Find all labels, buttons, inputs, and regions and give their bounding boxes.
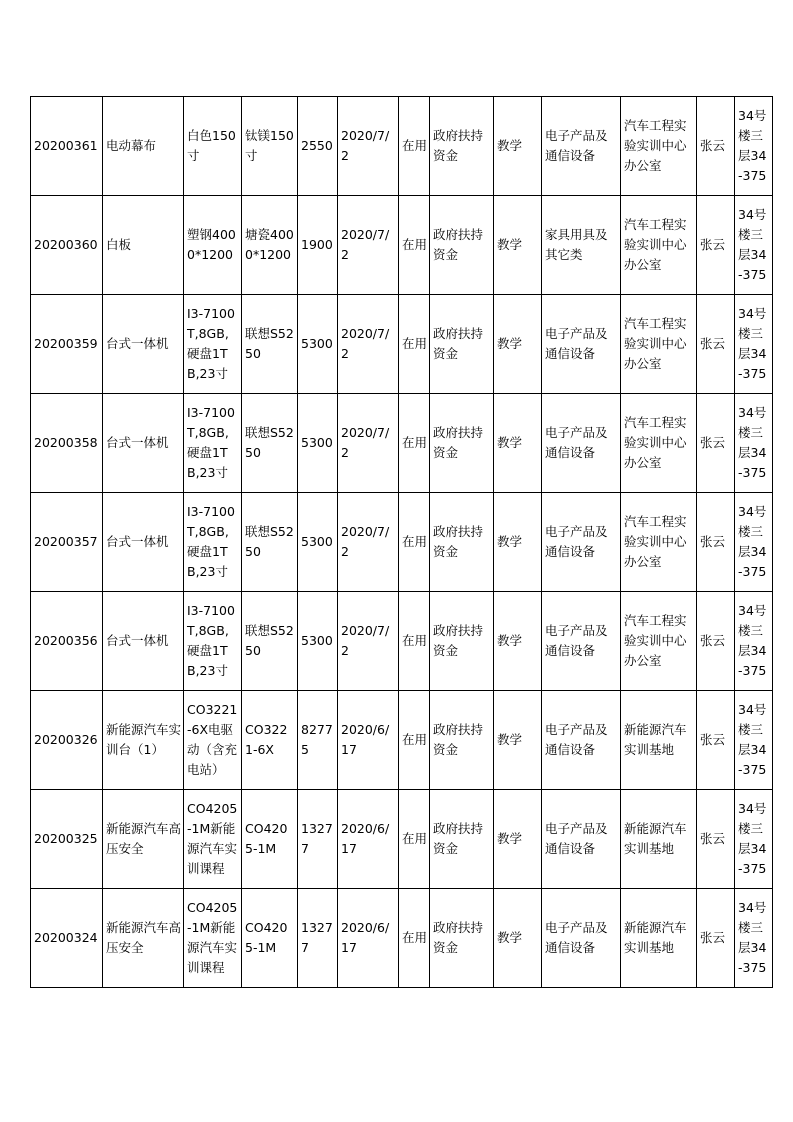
cell-dept: 新能源汽车实训基地: [621, 889, 697, 988]
cell-funding: 政府扶持资金: [430, 97, 494, 196]
cell-status: 在用: [399, 97, 430, 196]
cell-price: 5300: [298, 493, 338, 592]
cell-funding: 政府扶持资金: [430, 889, 494, 988]
cell-funding: 政府扶持资金: [430, 691, 494, 790]
cell-spec: I3-7100T,8GB,硬盘1TB,23寸: [184, 394, 242, 493]
cell-model: 塘瓷4000*1200: [242, 196, 298, 295]
cell-location: 34号楼三层34-375: [735, 790, 773, 889]
cell-keeper: 张云: [697, 790, 735, 889]
cell-date: 2020/7/2: [338, 196, 399, 295]
cell-spec: CO4205-1M新能源汽车实训课程: [184, 889, 242, 988]
cell-model: CO4205-1M: [242, 790, 298, 889]
cell-category: 电子产品及通信设备: [542, 790, 621, 889]
cell-location: 34号楼三层34-375: [735, 394, 773, 493]
cell-name: 新能源汽车高压安全: [103, 790, 184, 889]
table-row: [31, 691, 773, 790]
cell-price: 5300: [298, 295, 338, 394]
cell-category: 电子产品及通信设备: [542, 394, 621, 493]
cell-category: 电子产品及通信设备: [542, 889, 621, 988]
table-row: [31, 889, 773, 988]
cell-usage: 教学: [494, 592, 542, 691]
cell-dept: 汽车工程实验实训中心办公室: [621, 592, 697, 691]
cell-dept: 新能源汽车实训基地: [621, 691, 697, 790]
cell-price: 1900: [298, 196, 338, 295]
cell-date: 2020/7/2: [338, 394, 399, 493]
cell-funding: 政府扶持资金: [430, 790, 494, 889]
cell-model: 联想S5250: [242, 493, 298, 592]
cell-id: 20200324: [31, 889, 103, 988]
cell-category: 电子产品及通信设备: [542, 295, 621, 394]
cell-status: 在用: [399, 889, 430, 988]
cell-model: CO3221-6X: [242, 691, 298, 790]
cell-date: 2020/6/17: [338, 889, 399, 988]
cell-price: 13277: [298, 790, 338, 889]
cell-price: 13277: [298, 889, 338, 988]
cell-usage: 教学: [494, 295, 542, 394]
cell-keeper: 张云: [697, 295, 735, 394]
cell-status: 在用: [399, 592, 430, 691]
cell-status: 在用: [399, 691, 430, 790]
cell-status: 在用: [399, 394, 430, 493]
asset-table: [30, 96, 773, 988]
cell-keeper: 张云: [697, 889, 735, 988]
cell-dept: 汽车工程实验实训中心办公室: [621, 295, 697, 394]
table-body: [31, 97, 773, 988]
cell-funding: 政府扶持资金: [430, 196, 494, 295]
cell-location: 34号楼三层34-375: [735, 889, 773, 988]
cell-dept: 新能源汽车实训基地: [621, 790, 697, 889]
cell-location: 34号楼三层34-375: [735, 691, 773, 790]
cell-spec: CO4205-1M新能源汽车实训课程: [184, 790, 242, 889]
cell-id: 20200326: [31, 691, 103, 790]
cell-category: 电子产品及通信设备: [542, 592, 621, 691]
cell-name: 白板: [103, 196, 184, 295]
cell-dept: 汽车工程实验实训中心办公室: [621, 97, 697, 196]
cell-usage: 教学: [494, 196, 542, 295]
cell-status: 在用: [399, 196, 430, 295]
cell-name: 电动幕布: [103, 97, 184, 196]
cell-usage: 教学: [494, 493, 542, 592]
cell-id: 20200325: [31, 790, 103, 889]
cell-category: 电子产品及通信设备: [542, 691, 621, 790]
cell-status: 在用: [399, 493, 430, 592]
cell-category: 电子产品及通信设备: [542, 493, 621, 592]
cell-spec: I3-7100T,8GB,硬盘1TB,23寸: [184, 592, 242, 691]
cell-location: 34号楼三层34-375: [735, 493, 773, 592]
cell-keeper: 张云: [697, 196, 735, 295]
cell-keeper: 张云: [697, 97, 735, 196]
cell-category: 电子产品及通信设备: [542, 97, 621, 196]
cell-price: 82775: [298, 691, 338, 790]
cell-dept: 汽车工程实验实训中心办公室: [621, 394, 697, 493]
cell-date: 2020/7/2: [338, 295, 399, 394]
cell-usage: 教学: [494, 394, 542, 493]
table-row: [31, 295, 773, 394]
cell-name: 台式一体机: [103, 295, 184, 394]
cell-price: 5300: [298, 394, 338, 493]
cell-funding: 政府扶持资金: [430, 592, 494, 691]
cell-id: 20200360: [31, 196, 103, 295]
cell-name: 新能源汽车高压安全: [103, 889, 184, 988]
cell-location: 34号楼三层34-375: [735, 295, 773, 394]
cell-name: 台式一体机: [103, 493, 184, 592]
cell-price: 2550: [298, 97, 338, 196]
cell-date: 2020/7/2: [338, 592, 399, 691]
cell-price: 5300: [298, 592, 338, 691]
table-row: [31, 592, 773, 691]
cell-id: 20200361: [31, 97, 103, 196]
cell-date: 2020/7/2: [338, 97, 399, 196]
cell-keeper: 张云: [697, 493, 735, 592]
cell-funding: 政府扶持资金: [430, 493, 494, 592]
cell-keeper: 张云: [697, 592, 735, 691]
cell-spec: I3-7100T,8GB,硬盘1TB,23寸: [184, 295, 242, 394]
cell-spec: I3-7100T,8GB,硬盘1TB,23寸: [184, 493, 242, 592]
cell-model: 联想S5250: [242, 295, 298, 394]
cell-status: 在用: [399, 295, 430, 394]
cell-spec: 塑钢4000*1200: [184, 196, 242, 295]
cell-status: 在用: [399, 790, 430, 889]
table-row: [31, 196, 773, 295]
table-row: [31, 790, 773, 889]
cell-model: 联想S5250: [242, 394, 298, 493]
cell-usage: 教学: [494, 790, 542, 889]
cell-model: 联想S5250: [242, 592, 298, 691]
cell-usage: 教学: [494, 889, 542, 988]
cell-id: 20200358: [31, 394, 103, 493]
cell-date: 2020/6/17: [338, 790, 399, 889]
cell-location: 34号楼三层34-375: [735, 196, 773, 295]
cell-funding: 政府扶持资金: [430, 394, 494, 493]
cell-keeper: 张云: [697, 691, 735, 790]
cell-id: 20200356: [31, 592, 103, 691]
cell-spec: CO3221-6X电驱动（含充电站）: [184, 691, 242, 790]
cell-model: 钛镁150寸: [242, 97, 298, 196]
cell-usage: 教学: [494, 97, 542, 196]
cell-id: 20200357: [31, 493, 103, 592]
table-row: [31, 97, 773, 196]
cell-spec: 白色150寸: [184, 97, 242, 196]
cell-id: 20200359: [31, 295, 103, 394]
cell-date: 2020/6/17: [338, 691, 399, 790]
cell-location: 34号楼三层34-375: [735, 592, 773, 691]
cell-model: CO4205-1M: [242, 889, 298, 988]
cell-name: 台式一体机: [103, 592, 184, 691]
cell-location: 34号楼三层34-375: [735, 97, 773, 196]
cell-dept: 汽车工程实验实训中心办公室: [621, 196, 697, 295]
cell-usage: 教学: [494, 691, 542, 790]
cell-name: 新能源汽车实训台（1）: [103, 691, 184, 790]
cell-date: 2020/7/2: [338, 493, 399, 592]
table-row: [31, 394, 773, 493]
cell-keeper: 张云: [697, 394, 735, 493]
cell-name: 台式一体机: [103, 394, 184, 493]
cell-category: 家具用具及其它类: [542, 196, 621, 295]
cell-funding: 政府扶持资金: [430, 295, 494, 394]
cell-dept: 汽车工程实验实训中心办公室: [621, 493, 697, 592]
table-row: [31, 493, 773, 592]
